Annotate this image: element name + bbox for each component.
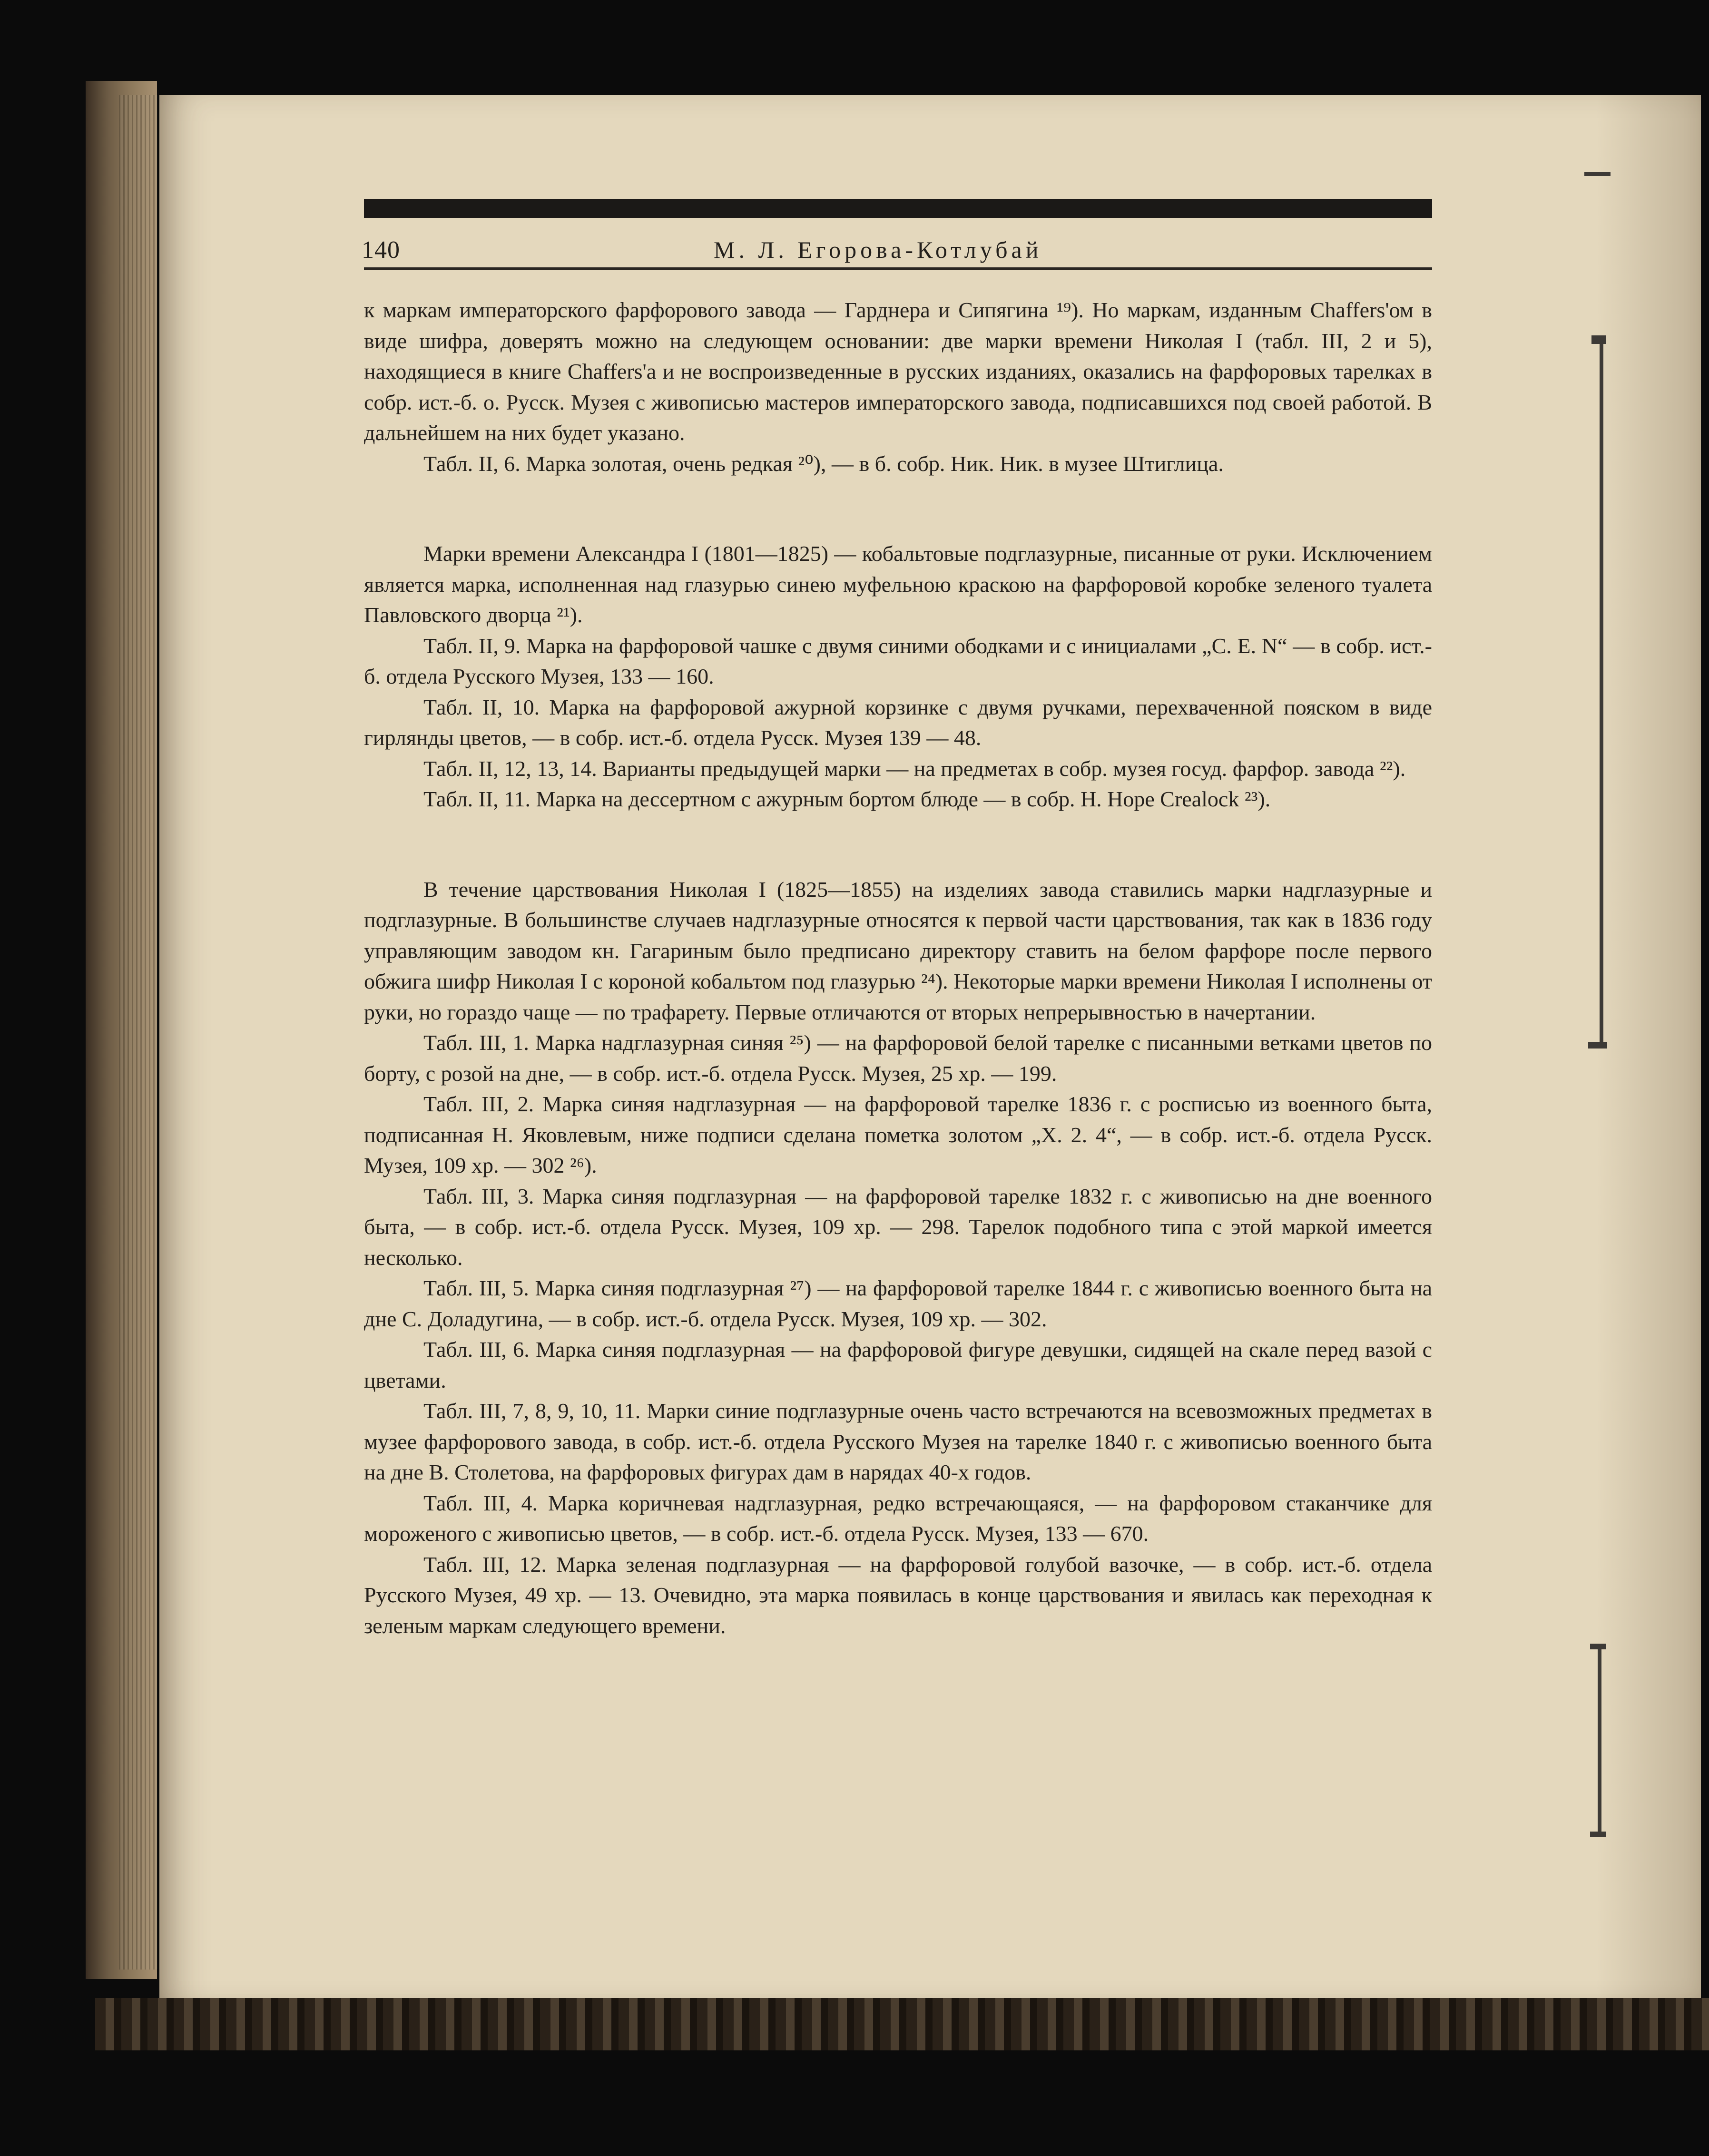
section-gap — [364, 479, 1432, 539]
binding-mark — [1584, 172, 1611, 176]
section-gap — [364, 815, 1432, 874]
paragraph: к маркам императорского фарфорового завода — Гарднера и Сипягина ¹⁹). Но маркам, изданным Chaffers'ом в виде шифра, доверять можно на следующем основании: две марки времени Николая I (табл. III, 2 и 5), находящиеся в книге Chaffers'а и не воспроизведенные в русских изданиях, оказались на фарфоровых тарелках в собр. ист.-б. о. Русск. Музея с живописью мастеров императорского завода, подписавшихся под своей работой. В дальнейшем на них будет указано. — [364, 298, 1432, 445]
binding-mark — [1590, 1832, 1606, 1837]
paragraph: Табл. III, 6. Марка синяя подглазурная — на фарфоровой фигуре девушки, сидящей на скале перед вазой с цветами. — [364, 1337, 1432, 1392]
page-number: 140 — [362, 236, 400, 264]
paragraph: Табл. III, 7, 8, 9, 10, 11. Марки синие подглазурные очень часто встречаются на всевозможных предметах в музее фарфорового завода, в собр. ист.-б. отдела Русского Музея на тарелке 1840 г. с живописью военного быта на дне В. Столетова, на фарфоровых фигурах дам в нарядах 40-х годов. — [364, 1399, 1432, 1484]
paragraph: Табл. III, 4. Марка коричневая надглазурная, редко встречающаяся, — на фарфоровом стаканчике для мороженого с живописью цветов, — в собр. ист.-б. отдела Русск. Музея, 133 — 670. — [364, 1490, 1432, 1546]
paragraph: В течение царствования Николая I (1825—1855) на изделиях завода ставились марки надглазурные и подглазурные. В большинстве случаев надглазурные относятся к первой части царствования, так как в 1836 году управляющим заводом кн. Гагариным было предписано директору ставить на белом фарфоре после первого обжига шифр Николая I с короной кобальтом под глазурью ²⁴). Некоторые марки времени Николая I исполнены от руки, но гораздо чаще — по трафарету. Первые отличаются от вторых непрерывностью в начертании. — [364, 877, 1432, 1024]
header-bar — [364, 199, 1432, 218]
binding-mark — [1590, 1644, 1606, 1649]
page-edges — [119, 95, 162, 1970]
binding-mark — [1591, 335, 1606, 344]
paragraph: Табл. III, 5. Марка синяя подглазурная ²⁷) — на фарфоровой тарелке 1844 г. с живописью военного быта на дне С. Доладугина, — в собр. ист.-б. отдела Русск. Музея, 109 хр. — 302. — [364, 1276, 1432, 1331]
book-bottom-edge — [95, 1998, 1709, 2050]
binding-thread — [1600, 343, 1603, 1047]
binding-thread — [1598, 1646, 1601, 1836]
paragraph: Табл. II, 11. Марка на дессертном с ажурным бортом блюде — в собр. H. Hope Crealock ²³). — [423, 787, 1271, 811]
running-head: М. Л. Егорова-Котлубай — [714, 236, 1042, 263]
paragraph: Табл. II, 6. Марка золотая, очень редкая ²⁰), — в б. собр. Ник. Ник. в музее Штиглица. — [423, 451, 1224, 476]
header-rule — [364, 267, 1432, 270]
body-text — [364, 295, 1432, 1641]
paragraph: Марки времени Александра I (1801—1825) — кобальтовые подглазурные, писанные от руки. Исключением является марка, исполненная над глазурью синею муфельною краскою на фарфоровой коробке зеленого туалета Павловского дворца ²¹). — [364, 541, 1432, 627]
paragraph: Табл. II, 9. Марка на фарфоровой чашке с двумя синими ободками и с инициалами „С. Е. N“ — в собр. ист.-б. отдела Русского Музея, 133 — 160. — [364, 633, 1432, 688]
paragraph: Табл. II, 10. Марка на фарфоровой ажурной корзинке с двумя ручками, перехваченной пояском в виде гирлянды цветов, — в собр. ист.-б. отдела Русск. Музея 139 — 48. — [364, 695, 1432, 750]
paragraph: Табл. III, 2. Марка синяя надглазурная — на фарфоровой тарелке 1836 г. с росписью из военного быта, подписанная Н. Яковлевым, ниже подписи сделана пометка золотом „Х. 2. 4“, — в собр. ист.-б. отдела Русск. Музея, 109 хр. — 302 ²⁶). — [364, 1092, 1432, 1177]
page-shadow — [1596, 95, 1701, 2017]
paragraph: Табл. II, 12, 13, 14. Варианты предыдущей марки — на предметах в собр. музея госуд. фарфор. завода ²²). — [423, 756, 1406, 781]
binding-mark — [1588, 1042, 1607, 1049]
paragraph: Табл. III, 1. Марка надглазурная синяя ²⁵) — на фарфоровой белой тарелке с писанными ветками цветов по борту, с розой на дне, — в собр. ист.-б. отдела Русск. Музея, 25 хр. — 199. — [364, 1030, 1432, 1086]
paragraph: Табл. III, 12. Марка зеленая подглазурная — на фарфоровой голубой вазочке, — в собр. ист.-б. отдела Русского Музея, 49 хр. — 13. Очевидно, эта марка появилась в конце царствования и явилась как переходная к зеленым маркам следующего времени. — [364, 1552, 1432, 1638]
paragraph: Табл. III, 3. Марка синяя подглазурная — на фарфоровой тарелке 1832 г. с живописью на дне военного быта, — в собр. ист.-б. отдела Русск. Музея, 109 хр. — 298. Тарелок подобного типа с этой маркой имеется несколько. — [364, 1184, 1432, 1270]
